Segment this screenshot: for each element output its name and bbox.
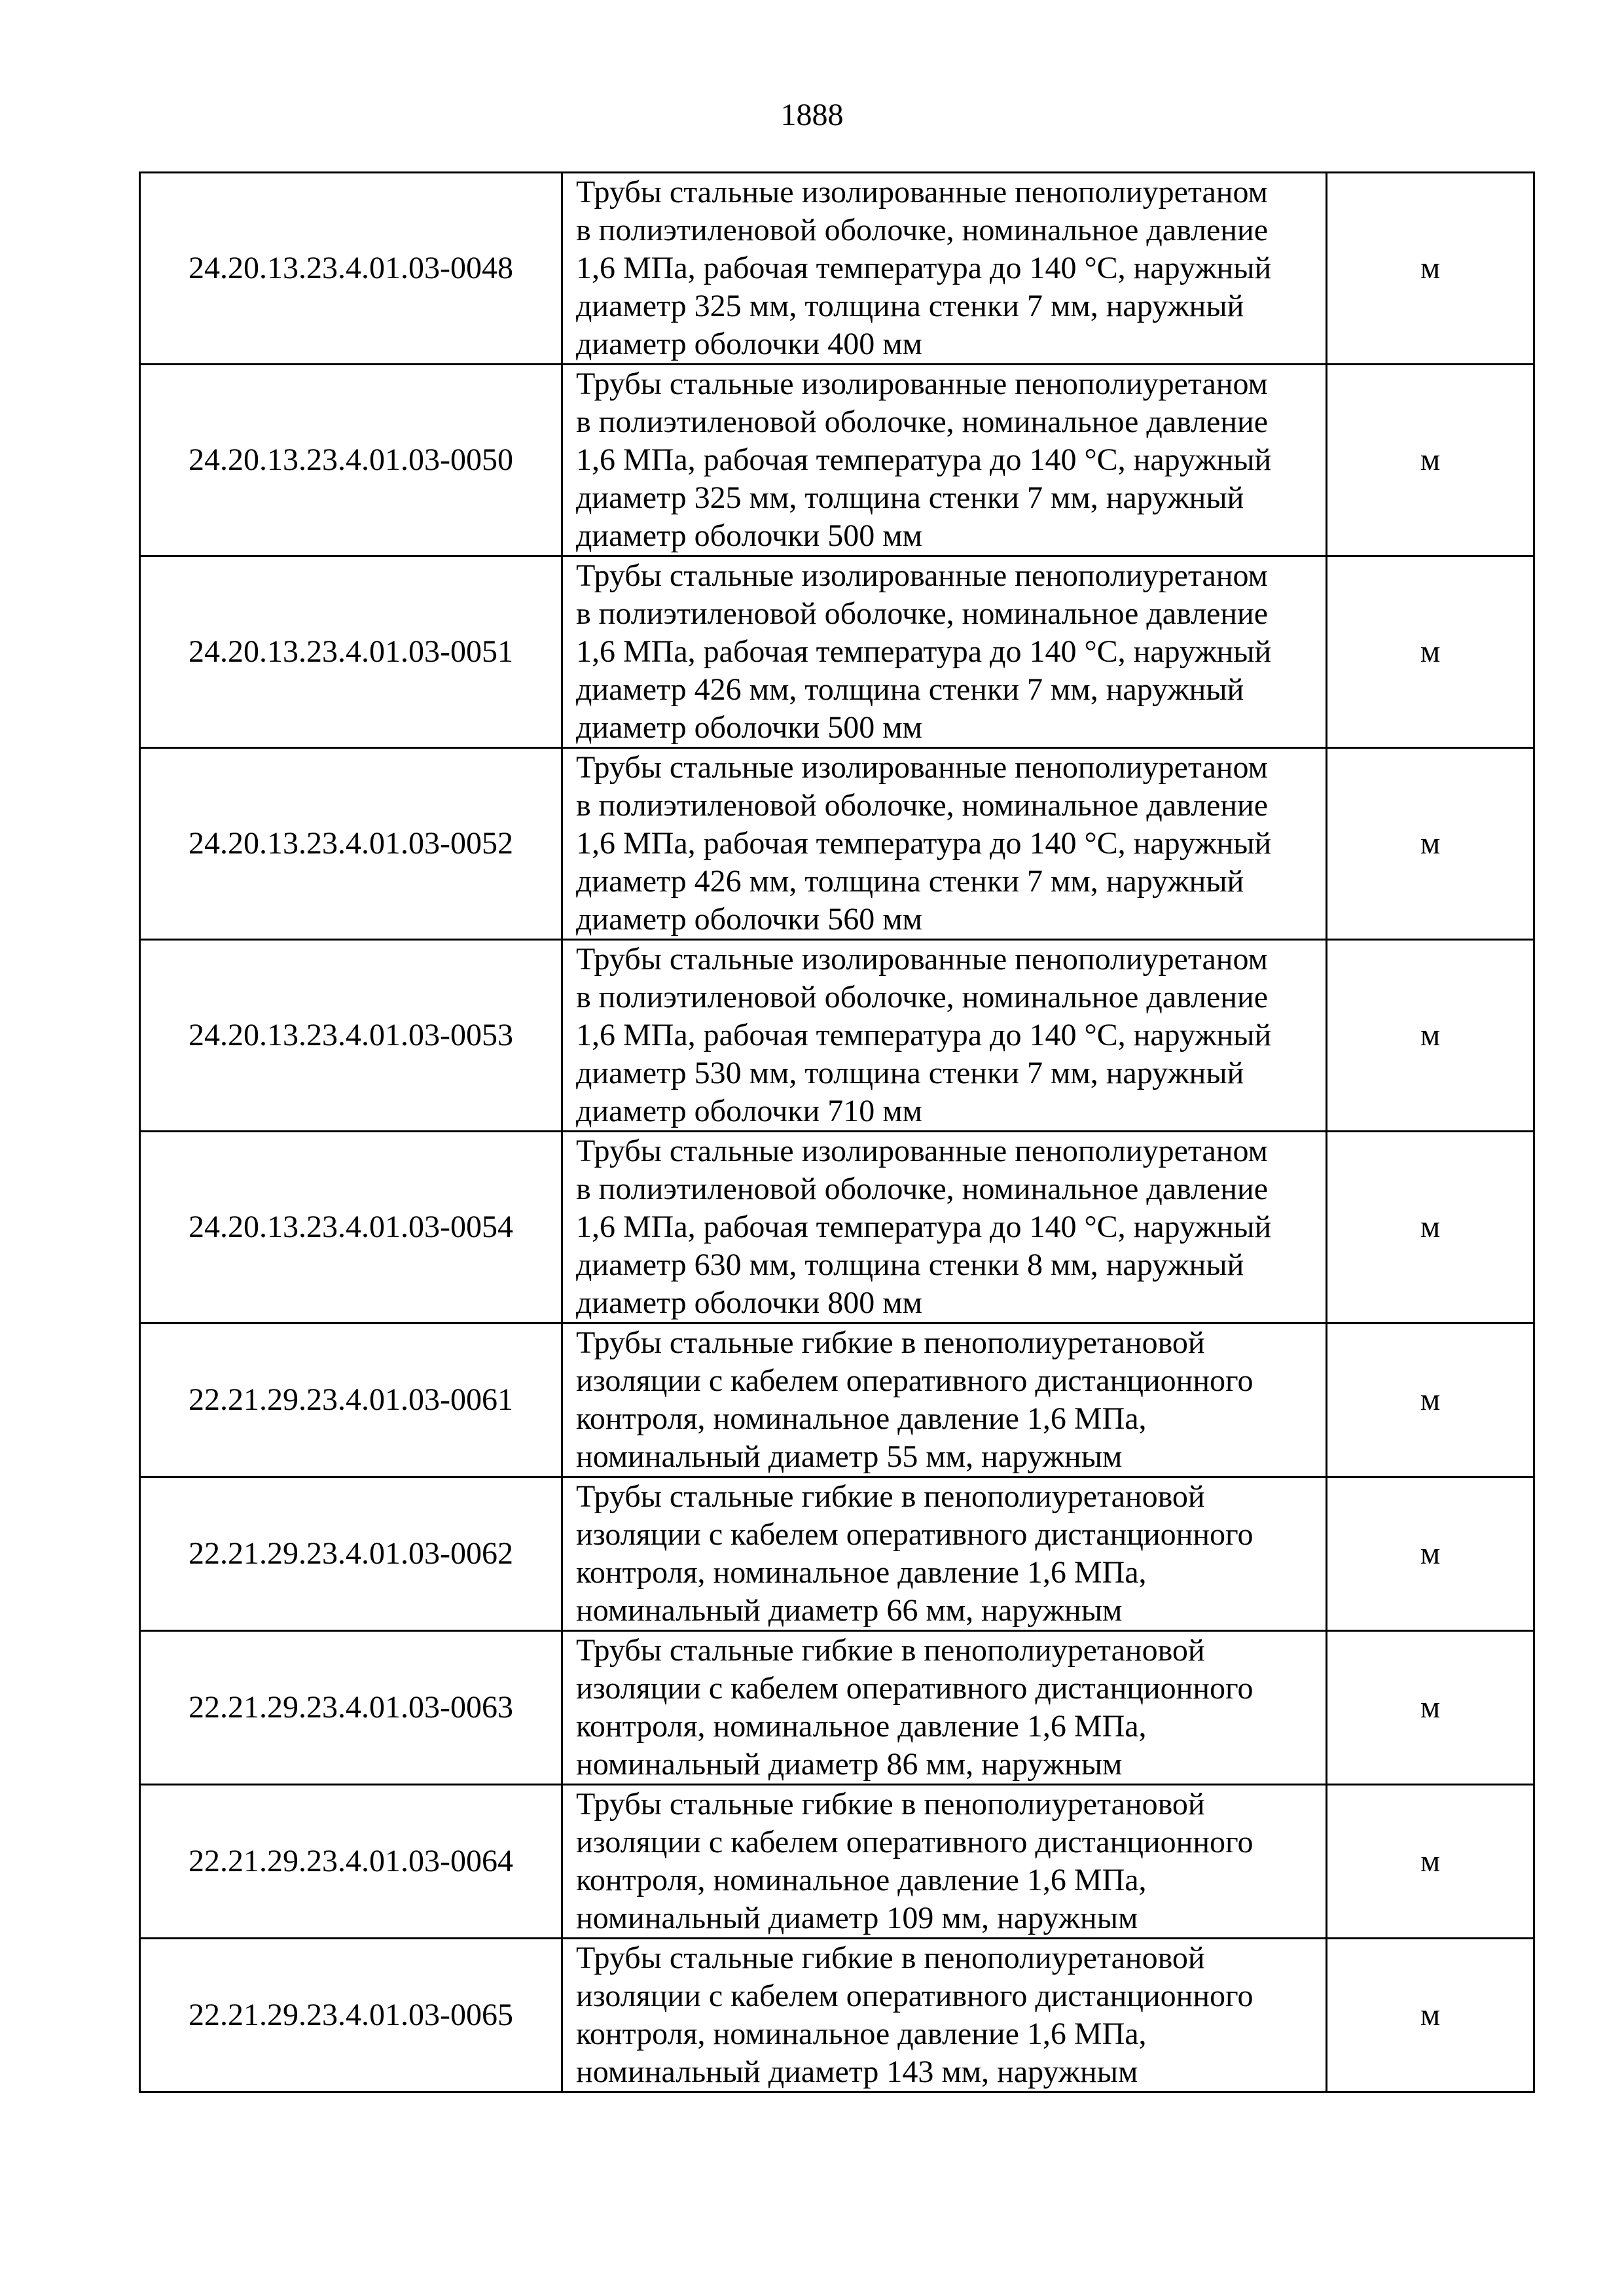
table-row [140, 940, 1534, 1132]
unit-cell: м [1327, 365, 1534, 556]
description-line: контроля, номинальное давление 1,6 МПа, [576, 1863, 1147, 1897]
unit-cell: м [1327, 556, 1534, 748]
resource-code-cell: 22.21.29.23.4.01.03-0064 [140, 1785, 562, 1939]
description-line: Трубы стальные гибкие в пенополиуретановой [576, 1787, 1205, 1821]
description-line: диаметр 426 мм, толщина стенки 7 мм, наружный [576, 672, 1244, 707]
description-line: номинальный диаметр 66 мм, наружным [576, 1593, 1123, 1628]
description-line: 1,6 МПа, рабочая температура до 140 °С, наружный [576, 251, 1272, 285]
unit-cell: м [1327, 1785, 1534, 1939]
description-line: номинальный диаметр 55 мм, наружным [576, 1439, 1123, 1474]
description-line: изоляции с кабелем оперативного дистанционного [576, 1825, 1254, 1859]
description-line: изоляции с кабелем оперативного дистанционного [576, 1671, 1254, 1706]
description-line: в полиэтиленовой оболочке, номинальное давление [576, 404, 1269, 439]
resource-description-cell [562, 1785, 1327, 1939]
resource-description-cell [562, 173, 1327, 365]
resource-description-cell [562, 556, 1327, 748]
table-row [140, 1631, 1534, 1785]
table-row [140, 556, 1534, 748]
description-line: диаметр оболочки 800 мм [576, 1285, 923, 1320]
resource-code-cell: 24.20.13.23.4.01.03-0053 [140, 940, 562, 1132]
resource-table [139, 171, 1535, 2093]
description-line: Трубы стальные изолированные пенополиуретаном [576, 558, 1268, 593]
description-line: в полиэтиленовой оболочке, номинальное давление [576, 213, 1269, 247]
description-line: диаметр 630 мм, толщина стенки 8 мм, наружный [576, 1247, 1244, 1282]
resource-description-cell [562, 1477, 1327, 1631]
description-line: контроля, номинальное давление 1,6 МПа, [576, 2017, 1147, 2051]
description-line: 1,6 МПа, рабочая температура до 140 °С, наружный [576, 634, 1272, 669]
resource-description-cell [562, 748, 1327, 940]
unit-cell: м [1327, 173, 1534, 365]
description-line: диаметр оболочки 500 мм [576, 710, 923, 745]
table-row [140, 173, 1534, 365]
table-row [140, 1132, 1534, 1323]
description-line: диаметр 530 мм, толщина стенки 7 мм, наружный [576, 1056, 1244, 1090]
table-body [140, 173, 1534, 2092]
resource-code-cell: 22.21.29.23.4.01.03-0063 [140, 1631, 562, 1785]
description-line: Трубы стальные гибкие в пенополиуретановой [576, 1941, 1205, 1975]
description-line: диаметр оболочки 500 мм [576, 518, 923, 553]
description-line: 1,6 МПа, рабочая температура до 140 °С, наружный [576, 442, 1272, 477]
description-line: в полиэтиленовой оболочке, номинальное давление [576, 788, 1269, 823]
unit-cell: м [1327, 1477, 1534, 1631]
description-line: номинальный диаметр 109 мм, наружным [576, 1901, 1138, 1935]
unit-cell: м [1327, 1939, 1534, 2092]
description-line: изоляции с кабелем оперативного дистанционного [576, 1979, 1254, 2013]
resource-description-cell [562, 1323, 1327, 1477]
description-line: Трубы стальные изолированные пенополиуретаном [576, 942, 1268, 977]
resource-description-cell [562, 365, 1327, 556]
description-line: контроля, номинальное давление 1,6 МПа, [576, 1555, 1147, 1590]
description-line: в полиэтиленовой оболочке, номинальное давление [576, 1172, 1269, 1206]
table-row [140, 1785, 1534, 1939]
resource-code-cell: 24.20.13.23.4.01.03-0052 [140, 748, 562, 940]
unit-cell: м [1327, 1323, 1534, 1477]
resource-description-cell [562, 940, 1327, 1132]
page-number: 1888 [780, 98, 844, 132]
description-line: Трубы стальные изолированные пенополиуретаном [576, 750, 1268, 785]
table-row [140, 1323, 1534, 1477]
description-line: изоляции с кабелем оперативного дистанционного [576, 1517, 1254, 1552]
description-line: диаметр 325 мм, толщина стенки 7 мм, наружный [576, 289, 1244, 323]
resource-description-cell [562, 1939, 1327, 2092]
table-row [140, 1477, 1534, 1631]
description-line: контроля, номинальное давление 1,6 МПа, [576, 1709, 1147, 1744]
description-line: Трубы стальные гибкие в пенополиуретановой [576, 1479, 1205, 1514]
resource-code-cell: 22.21.29.23.4.01.03-0062 [140, 1477, 562, 1631]
resource-code-cell: 22.21.29.23.4.01.03-0065 [140, 1939, 562, 2092]
table-row [140, 1939, 1534, 2092]
description-line: Трубы стальные гибкие в пенополиуретановой [576, 1325, 1205, 1360]
description-line: Трубы стальные изолированные пенополиуретаном [576, 367, 1268, 401]
resource-description-cell [562, 1132, 1327, 1323]
description-line: Трубы стальные изолированные пенополиуретаном [576, 175, 1268, 209]
description-line: 1,6 МПа, рабочая температура до 140 °С, наружный [576, 1210, 1272, 1244]
description-line: контроля, номинальное давление 1,6 МПа, [576, 1401, 1147, 1436]
description-line: 1,6 МПа, рабочая температура до 140 °С, наружный [576, 826, 1272, 861]
unit-cell: м [1327, 1132, 1534, 1323]
description-line: диаметр оболочки 560 мм [576, 902, 923, 937]
description-line: номинальный диаметр 143 мм, наружным [576, 2054, 1138, 2089]
unit-cell: м [1327, 1631, 1534, 1785]
table-row [140, 365, 1534, 556]
resource-code-cell: 22.21.29.23.4.01.03-0061 [140, 1323, 562, 1477]
resource-description-cell [562, 1631, 1327, 1785]
table-row [140, 748, 1534, 940]
description-line: Трубы стальные гибкие в пенополиуретановой [576, 1633, 1205, 1668]
unit-cell: м [1327, 940, 1534, 1132]
resource-code-cell: 24.20.13.23.4.01.03-0051 [140, 556, 562, 748]
description-line: диаметр 426 мм, толщина стенки 7 мм, наружный [576, 864, 1244, 899]
description-line: в полиэтиленовой оболочке, номинальное давление [576, 596, 1269, 631]
description-line: изоляции с кабелем оперативного дистанционного [576, 1363, 1254, 1398]
description-line: номинальный диаметр 86 мм, наружным [576, 1747, 1123, 1782]
resource-code-cell: 24.20.13.23.4.01.03-0054 [140, 1132, 562, 1323]
description-line: диаметр оболочки 710 мм [576, 1094, 923, 1128]
description-line: диаметр оболочки 400 мм [576, 327, 923, 361]
resource-code-cell: 24.20.13.23.4.01.03-0048 [140, 173, 562, 365]
description-line: Трубы стальные изолированные пенополиуретаном [576, 1134, 1268, 1168]
unit-cell: м [1327, 748, 1534, 940]
resource-code-cell: 24.20.13.23.4.01.03-0050 [140, 365, 562, 556]
description-line: в полиэтиленовой оболочке, номинальное давление [576, 980, 1269, 1014]
description-line: 1,6 МПа, рабочая температура до 140 °С, наружный [576, 1018, 1272, 1052]
description-line: диаметр 325 мм, толщина стенки 7 мм, наружный [576, 480, 1244, 515]
